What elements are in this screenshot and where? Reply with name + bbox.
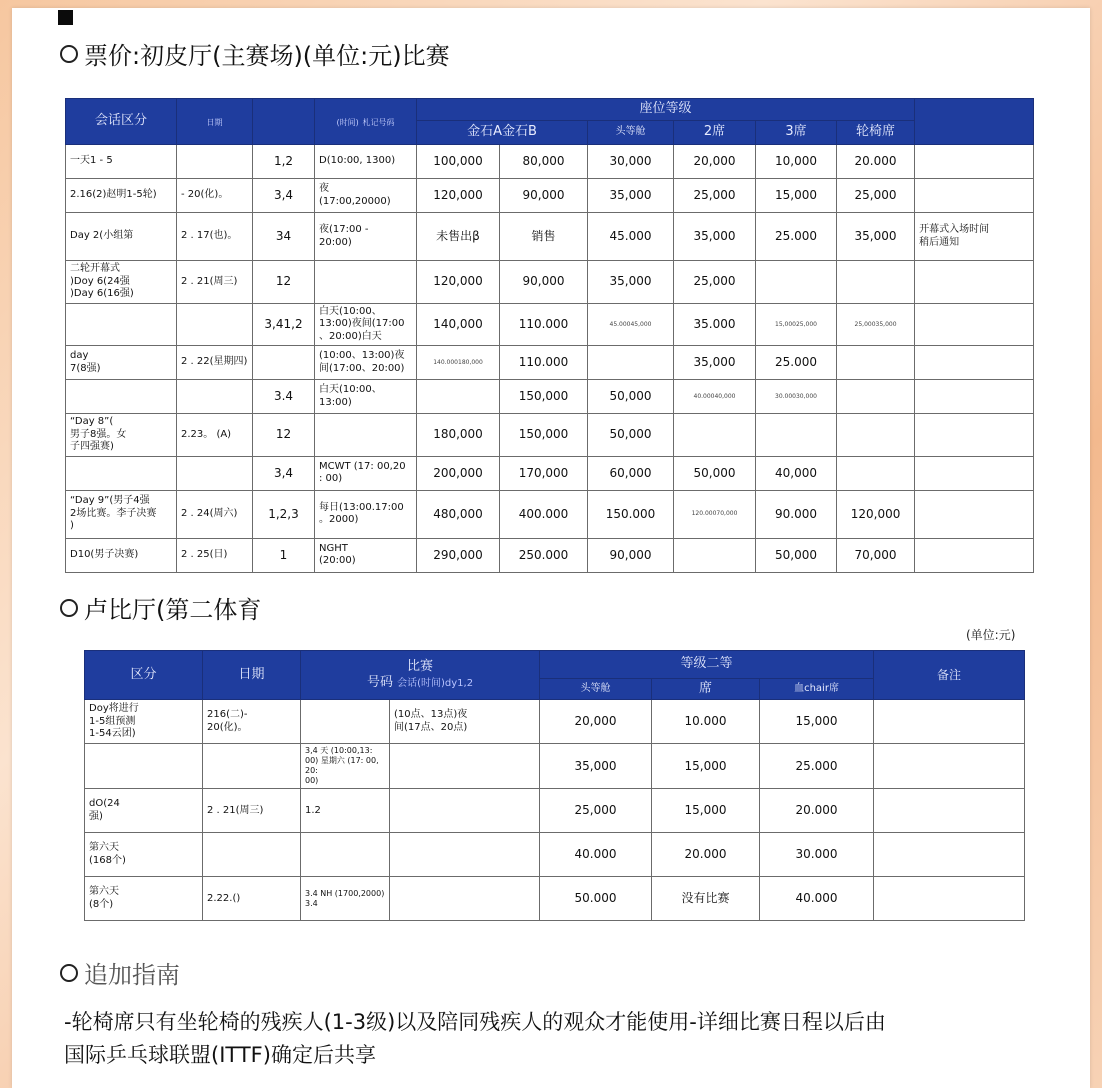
table-cell xyxy=(915,490,1034,538)
header-date: 日期 xyxy=(177,99,253,145)
table-row xyxy=(66,414,1034,457)
table-cell: 25.000 xyxy=(756,346,837,380)
table-cell: 25,00035,000 xyxy=(837,303,915,346)
table-cell xyxy=(837,346,915,380)
table-cell xyxy=(837,456,915,490)
table-cell: 35,000 xyxy=(588,179,674,213)
header-seat-grade: 座位等级 xyxy=(417,99,915,121)
table-cell: 15,000 xyxy=(652,744,760,789)
header-seat-2: 2席 xyxy=(674,121,756,145)
table-cell xyxy=(915,346,1034,380)
table-cell: 35,000 xyxy=(540,744,652,789)
header-blank xyxy=(253,99,315,145)
table-cell: 35.000 xyxy=(674,303,756,346)
table-cell: 50,000 xyxy=(674,456,756,490)
table-cell: 25,000 xyxy=(540,789,652,833)
table-cell: 1,2 xyxy=(253,145,315,179)
table-cell: 15,000 xyxy=(760,700,874,744)
unit-note: (单位:元) xyxy=(966,628,1016,642)
table-cell: 90,000 xyxy=(500,261,588,304)
table-cell xyxy=(66,380,177,414)
table-cell xyxy=(177,456,253,490)
table-cell: 15,000 xyxy=(756,179,837,213)
table-cell: 400.000 xyxy=(500,490,588,538)
table-cell: 销售 xyxy=(500,213,588,261)
table-cell xyxy=(417,380,500,414)
table-cell: 2 . 21(周三) xyxy=(177,261,253,304)
price-table-second xyxy=(84,650,1025,921)
table-cell: 25.000 xyxy=(760,744,874,789)
table-row xyxy=(85,700,1025,744)
table-cell: 2 . 22(星期四) xyxy=(177,346,253,380)
table-cell: 120.00070,000 xyxy=(674,490,756,538)
table-cell: 80,000 xyxy=(500,145,588,179)
section3-title: 追加指南 xyxy=(60,955,180,990)
table-cell: 2 . 24(周六) xyxy=(177,490,253,538)
table-cell: 2 . 25(日) xyxy=(177,538,253,572)
table-cell xyxy=(588,346,674,380)
table-cell: 50,000 xyxy=(588,380,674,414)
table-cell: 20,000 xyxy=(540,700,652,744)
table-cell: 110.000 xyxy=(500,303,588,346)
table-row xyxy=(66,261,1034,304)
table-cell xyxy=(390,877,540,921)
table-cell: - 20(化)。 xyxy=(177,179,253,213)
table-cell: 20.000 xyxy=(760,789,874,833)
table-row xyxy=(66,538,1034,572)
table-cell xyxy=(874,700,1025,744)
header-session: 会话区分 xyxy=(66,99,177,145)
table-cell: 白天(10:00、 13:00) xyxy=(315,380,417,414)
table-cell: 3,4 天 (10:00,13: 00) 星期六 (17: 00, 20: 00) xyxy=(301,744,390,789)
table-cell: (10:00、13:00)夜 间(17:00、20:00) xyxy=(315,346,417,380)
table-cell: 50,000 xyxy=(756,538,837,572)
table-row xyxy=(66,456,1034,490)
table-cell: Doy将进行 1-5组预测 1-54云团) xyxy=(85,700,203,744)
price-table-main xyxy=(65,98,1034,573)
table-cell: D(10:00, 1300) xyxy=(315,145,417,179)
table-cell: 3.4 NH (1700,2000) 3.4 xyxy=(301,877,390,921)
header-wheelchair: 轮椅席 xyxy=(837,121,915,145)
table-cell: 夜 (17:00,20000) xyxy=(315,179,417,213)
table-cell: 250.000 xyxy=(500,538,588,572)
table-cell: 2 . 17(也)。 xyxy=(177,213,253,261)
table-cell: (10点、13点)夜 间(17点、20点) xyxy=(390,700,540,744)
table-cell: 140.000180,000 xyxy=(417,346,500,380)
table-cell xyxy=(756,414,837,457)
table-cell xyxy=(390,789,540,833)
table-row xyxy=(66,490,1034,538)
table-row xyxy=(66,213,1034,261)
table-cell xyxy=(915,380,1034,414)
table-cell: 第六天 (168个) xyxy=(85,833,203,877)
table-cell: 12 xyxy=(253,261,315,304)
header-division: 区分 xyxy=(85,651,203,700)
table-cell xyxy=(874,877,1025,921)
table-cell: 1.2 xyxy=(301,789,390,833)
table-cell: 40.000 xyxy=(760,877,874,921)
table-row xyxy=(85,744,1025,789)
table-cell xyxy=(756,261,837,304)
table-row xyxy=(85,877,1025,921)
table-cell: 25,000 xyxy=(837,179,915,213)
table-row xyxy=(66,346,1034,380)
table-cell: 3,41,2 xyxy=(253,303,315,346)
table-cell: 25,000 xyxy=(674,179,756,213)
header-first: 头等舱 xyxy=(540,679,652,700)
table-cell xyxy=(301,833,390,877)
table-cell xyxy=(915,261,1034,304)
table-cell xyxy=(915,179,1034,213)
table-cell xyxy=(915,414,1034,457)
table-cell xyxy=(915,303,1034,346)
table-cell: 3,4 xyxy=(253,456,315,490)
table-cell: 290,000 xyxy=(417,538,500,572)
table-cell: 34 xyxy=(253,213,315,261)
table-cell: “Day 8”( 男子8强。女 子四强赛) xyxy=(66,414,177,457)
header-gold: 金石A金石B xyxy=(417,121,588,145)
table-cell xyxy=(315,261,417,304)
table-cell: “Day 9”(男子4强 2场比赛。李子决赛 ) xyxy=(66,490,177,538)
table-cell: NGHT (20:00) xyxy=(315,538,417,572)
table-cell: 15,00025,000 xyxy=(756,303,837,346)
corner-mark xyxy=(58,10,73,25)
table-cell: 120,000 xyxy=(417,179,500,213)
table-cell: 2.23。 (A) xyxy=(177,414,253,457)
table-cell: 2.16(2)赵明1-5轮) xyxy=(66,179,177,213)
table-cell: 180,000 xyxy=(417,414,500,457)
table-row xyxy=(66,179,1034,213)
table-cell: 2.22.() xyxy=(203,877,301,921)
table-cell: Day 2(小组第 xyxy=(66,213,177,261)
table-cell: 90.000 xyxy=(756,490,837,538)
table-cell: 第六天 (8个) xyxy=(85,877,203,921)
table-cell xyxy=(177,145,253,179)
table-cell: 25,000 xyxy=(674,261,756,304)
table-row xyxy=(85,833,1025,877)
table-cell: 二轮开幕式 )Doy 6(24强 )Day 6(16强) xyxy=(66,261,177,304)
table-cell xyxy=(915,456,1034,490)
table-cell xyxy=(66,303,177,346)
header-extra xyxy=(915,99,1034,145)
table-cell xyxy=(874,833,1025,877)
table-cell: 170,000 xyxy=(500,456,588,490)
table-cell: 216(二)- 20(化)。 xyxy=(203,700,301,744)
table-cell: 白天(10:00、 13:00)夜间(17:00 、20:00)白天 xyxy=(315,303,417,346)
table-cell xyxy=(203,833,301,877)
table-cell: 30.000 xyxy=(760,833,874,877)
header-wheelchair: 血chair席 xyxy=(760,679,874,700)
table-cell: 20,000 xyxy=(674,145,756,179)
bullet-circle-icon xyxy=(60,964,78,982)
table-cell xyxy=(837,261,915,304)
table-cell xyxy=(390,833,540,877)
header-time: (时间) 札记号码 xyxy=(315,99,417,145)
table-cell: 40.000 xyxy=(540,833,652,877)
header-seat: 席 xyxy=(652,679,760,700)
header-remark: 备注 xyxy=(874,651,1025,700)
table-cell xyxy=(177,380,253,414)
table-cell: 60,000 xyxy=(588,456,674,490)
table-cell: 25.000 xyxy=(756,213,837,261)
table-cell: 35,000 xyxy=(674,346,756,380)
notes-body: -轮椅席只有坐轮椅的残疾人(1-3级)以及陪同残疾人的观众才能使用-详细比赛日程以后由国际乒乓球联盟(ITTF)确定后共享 xyxy=(64,1010,886,1067)
table-cell: 30,000 xyxy=(588,145,674,179)
table-cell: 70,000 xyxy=(837,538,915,572)
table-cell: day 7(8强) xyxy=(66,346,177,380)
header-grade: 等级二等 xyxy=(540,651,874,679)
table-cell: 40.00040,000 xyxy=(674,380,756,414)
table-cell: 35,000 xyxy=(674,213,756,261)
table-cell: 50,000 xyxy=(588,414,674,457)
table-cell: 1 xyxy=(253,538,315,572)
bullet-circle-icon xyxy=(60,599,78,617)
table-cell: 150,000 xyxy=(500,380,588,414)
table-cell: 50.000 xyxy=(540,877,652,921)
table-cell: 45.000 xyxy=(588,213,674,261)
table-cell xyxy=(674,538,756,572)
table-cell: 一天1 - 5 xyxy=(66,145,177,179)
header-match-session: 比赛 号码 会话(时间)dy1,2 xyxy=(301,651,540,700)
table-cell: 90,000 xyxy=(500,179,588,213)
table-cell: 35,000 xyxy=(588,261,674,304)
table-cell: 200,000 xyxy=(417,456,500,490)
table-cell: 150.000 xyxy=(588,490,674,538)
table-cell: 100,000 xyxy=(417,145,500,179)
table-cell xyxy=(874,744,1025,789)
table-cell: 未售出β xyxy=(417,213,500,261)
bullet-circle-icon xyxy=(60,45,78,63)
table-cell xyxy=(203,744,301,789)
table-cell: 120,000 xyxy=(417,261,500,304)
table-cell: 40,000 xyxy=(756,456,837,490)
table-cell xyxy=(674,414,756,457)
table-cell: 35,000 xyxy=(837,213,915,261)
table-cell xyxy=(253,346,315,380)
table-cell: 20.000 xyxy=(652,833,760,877)
table-cell: 45.00045,000 xyxy=(588,303,674,346)
table-cell xyxy=(66,456,177,490)
table-cell: 1,2,3 xyxy=(253,490,315,538)
table-row xyxy=(66,303,1034,346)
table-row xyxy=(66,380,1034,414)
table-cell: 10.000 xyxy=(652,700,760,744)
table-cell: 夜(17:00 - 20:00) xyxy=(315,213,417,261)
table-row xyxy=(85,789,1025,833)
header-date: 日期 xyxy=(203,651,301,700)
table-cell xyxy=(390,744,540,789)
section1-title: 票价:初皮厅(主赛场)(单位:元)比赛 xyxy=(60,36,450,71)
table-cell xyxy=(301,700,390,744)
table-cell xyxy=(915,145,1034,179)
table-cell xyxy=(837,414,915,457)
table-cell: 140,000 xyxy=(417,303,500,346)
table-cell xyxy=(915,538,1034,572)
table-cell xyxy=(874,789,1025,833)
table-cell: 480,000 xyxy=(417,490,500,538)
table-cell: MCWT (17: 00,20 : 00) xyxy=(315,456,417,490)
table-cell xyxy=(837,380,915,414)
table-cell: dO(24 强) xyxy=(85,789,203,833)
table-cell: 10,000 xyxy=(756,145,837,179)
table-cell: 20.000 xyxy=(837,145,915,179)
table-cell: 2 . 21(周三) xyxy=(203,789,301,833)
table-cell xyxy=(85,744,203,789)
table-cell: 3.4 xyxy=(253,380,315,414)
table-cell: 没有比赛 xyxy=(652,877,760,921)
table-cell: 开幕式入场时间 稍后通知 xyxy=(915,213,1034,261)
table-cell: D10(男子决赛) xyxy=(66,538,177,572)
section2-title: 卢比厅(第二体育 xyxy=(60,590,261,625)
table-cell: 每日(13:00.17:00 。2000) xyxy=(315,490,417,538)
header-first: 头等舱 xyxy=(588,121,674,145)
table-cell: 150,000 xyxy=(500,414,588,457)
table-row xyxy=(66,145,1034,179)
table-cell: 3,4 xyxy=(253,179,315,213)
table-cell xyxy=(315,414,417,457)
table-cell: 12 xyxy=(253,414,315,457)
header-seat-3: 3席 xyxy=(756,121,837,145)
table-cell: 120,000 xyxy=(837,490,915,538)
table-cell: 110.000 xyxy=(500,346,588,380)
table-cell: 30.00030,000 xyxy=(756,380,837,414)
table-cell xyxy=(177,303,253,346)
table-cell: 90,000 xyxy=(588,538,674,572)
table-cell: 15,000 xyxy=(652,789,760,833)
